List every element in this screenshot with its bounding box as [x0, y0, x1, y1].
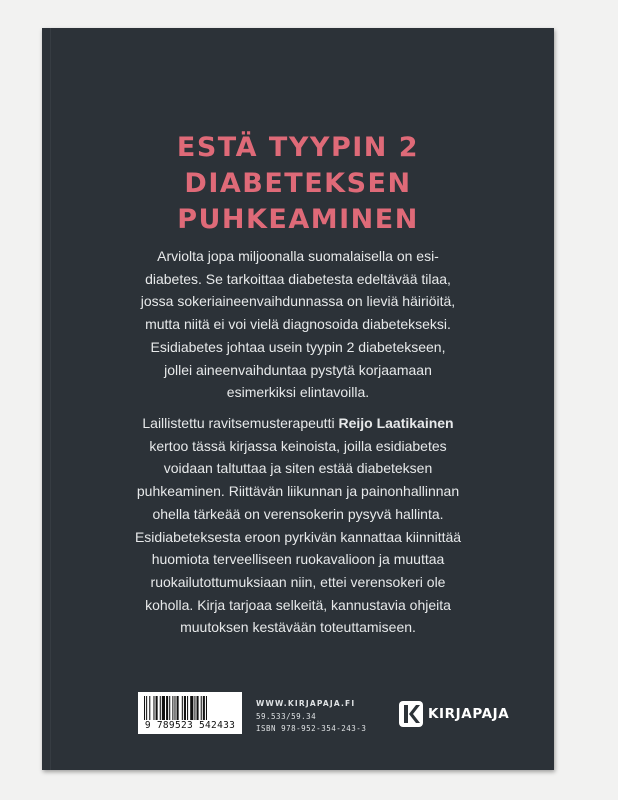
classification-code: 59.533/59.34: [256, 711, 317, 721]
isbn-text: ISBN 978-952-354-243-3: [256, 724, 367, 733]
text-line: esimerkiksi elintavoilla.: [226, 384, 370, 401]
barcode-bar: [201, 696, 202, 720]
barcode-bar: [153, 696, 154, 720]
barcode-bar: [146, 696, 147, 720]
barcode-bar: [169, 696, 170, 720]
barcode-bar: [203, 696, 205, 720]
title-line-3: PUHKEAMINEN: [177, 204, 419, 235]
text-line: Arviolta jopa miljoonalla suomalaisella on esi-: [157, 248, 439, 264]
text-line: [42, 412, 554, 435]
text-line: muutoksen kestävään toteuttamiseen.: [180, 619, 416, 636]
text-line: ruokailutottumuksiaan niin, ettei verensokeri ole: [150, 573, 446, 590]
barcode-bar: [206, 696, 207, 720]
barcode-bar: [190, 696, 193, 720]
text-line: koholla. Kirja tarjoaa selkeitä, kannustavia ohjeita: [145, 596, 451, 613]
logo-wordmark: KIRJAPAJA: [428, 706, 510, 722]
barcode-bar: [162, 696, 165, 720]
barcode-bar: [160, 696, 161, 720]
text-line: ohella tärkeää on verensokerin pysyvä hallinta.: [152, 505, 444, 522]
barcode-bars-icon: [144, 696, 236, 720]
title-line-1: ESTÄ TYYPIN 2: [176, 132, 420, 163]
barcode-bar: [144, 696, 145, 720]
barcode-bar: [177, 696, 179, 720]
barcode-bar: [197, 696, 199, 720]
barcode-bar: [149, 696, 150, 720]
text-line: Esidiabeteksesta eroon pyrkivän kannattaa kiinnittää: [134, 528, 462, 545]
barcode-bar: [187, 696, 188, 720]
barcode-bar: [174, 696, 175, 720]
barcode-bar: [182, 696, 183, 720]
cover-title: [42, 130, 554, 238]
barcode-bar: [194, 696, 195, 720]
kirjapaja-k-logo-icon: [398, 700, 424, 728]
publisher-url: WWW.KIRJAPAJA.FI: [256, 699, 356, 708]
text-line: jossa sokeriaineenvaihdunnassa on lieviä häiriöitä,: [140, 293, 456, 310]
barcode-bar: [166, 696, 168, 720]
text-line: mutta niitä ei voi vielä diagnosoida diabetekseksi.: [145, 316, 451, 333]
barcode-number: 9 789523 542433: [144, 720, 236, 731]
description-paragraph-1: [42, 245, 554, 404]
text-line: huomiota terveelliseen ruokavalioon ja muuttaa: [151, 551, 445, 568]
text-line: diabetes. Se tarkoittaa diabetesta edeltävää tilaa,: [145, 270, 451, 287]
text-line: kertoo tässä kirjassa keinoista, joilla esidiabetes: [149, 437, 447, 454]
isbn-barcode: [138, 692, 242, 734]
barcode-bar: [184, 696, 186, 720]
text-line: puhkeaminen. Riittävän liikunnan ja painonhallinnan: [136, 483, 460, 500]
publisher-info: [256, 698, 366, 736]
description-paragraph-2: [42, 412, 554, 639]
title-line-2: DIABETEKSEN: [184, 168, 412, 199]
text-line: jollei aineenvaihduntaa pystytä korjaamaan: [164, 361, 432, 378]
text-line: voidaan taltuttaa ja siten estää diabeteksen: [163, 460, 433, 477]
barcode-bar: [156, 696, 158, 720]
author-name: Reijo Laatikainen: [338, 415, 454, 431]
text-line: Esidiabetes johtaa usein tyypin 2 diabetekseen,: [150, 338, 446, 355]
barcode-bar: [172, 696, 173, 720]
author-intro: Laillistettu ravitsemusterapeutti: [142, 415, 339, 431]
